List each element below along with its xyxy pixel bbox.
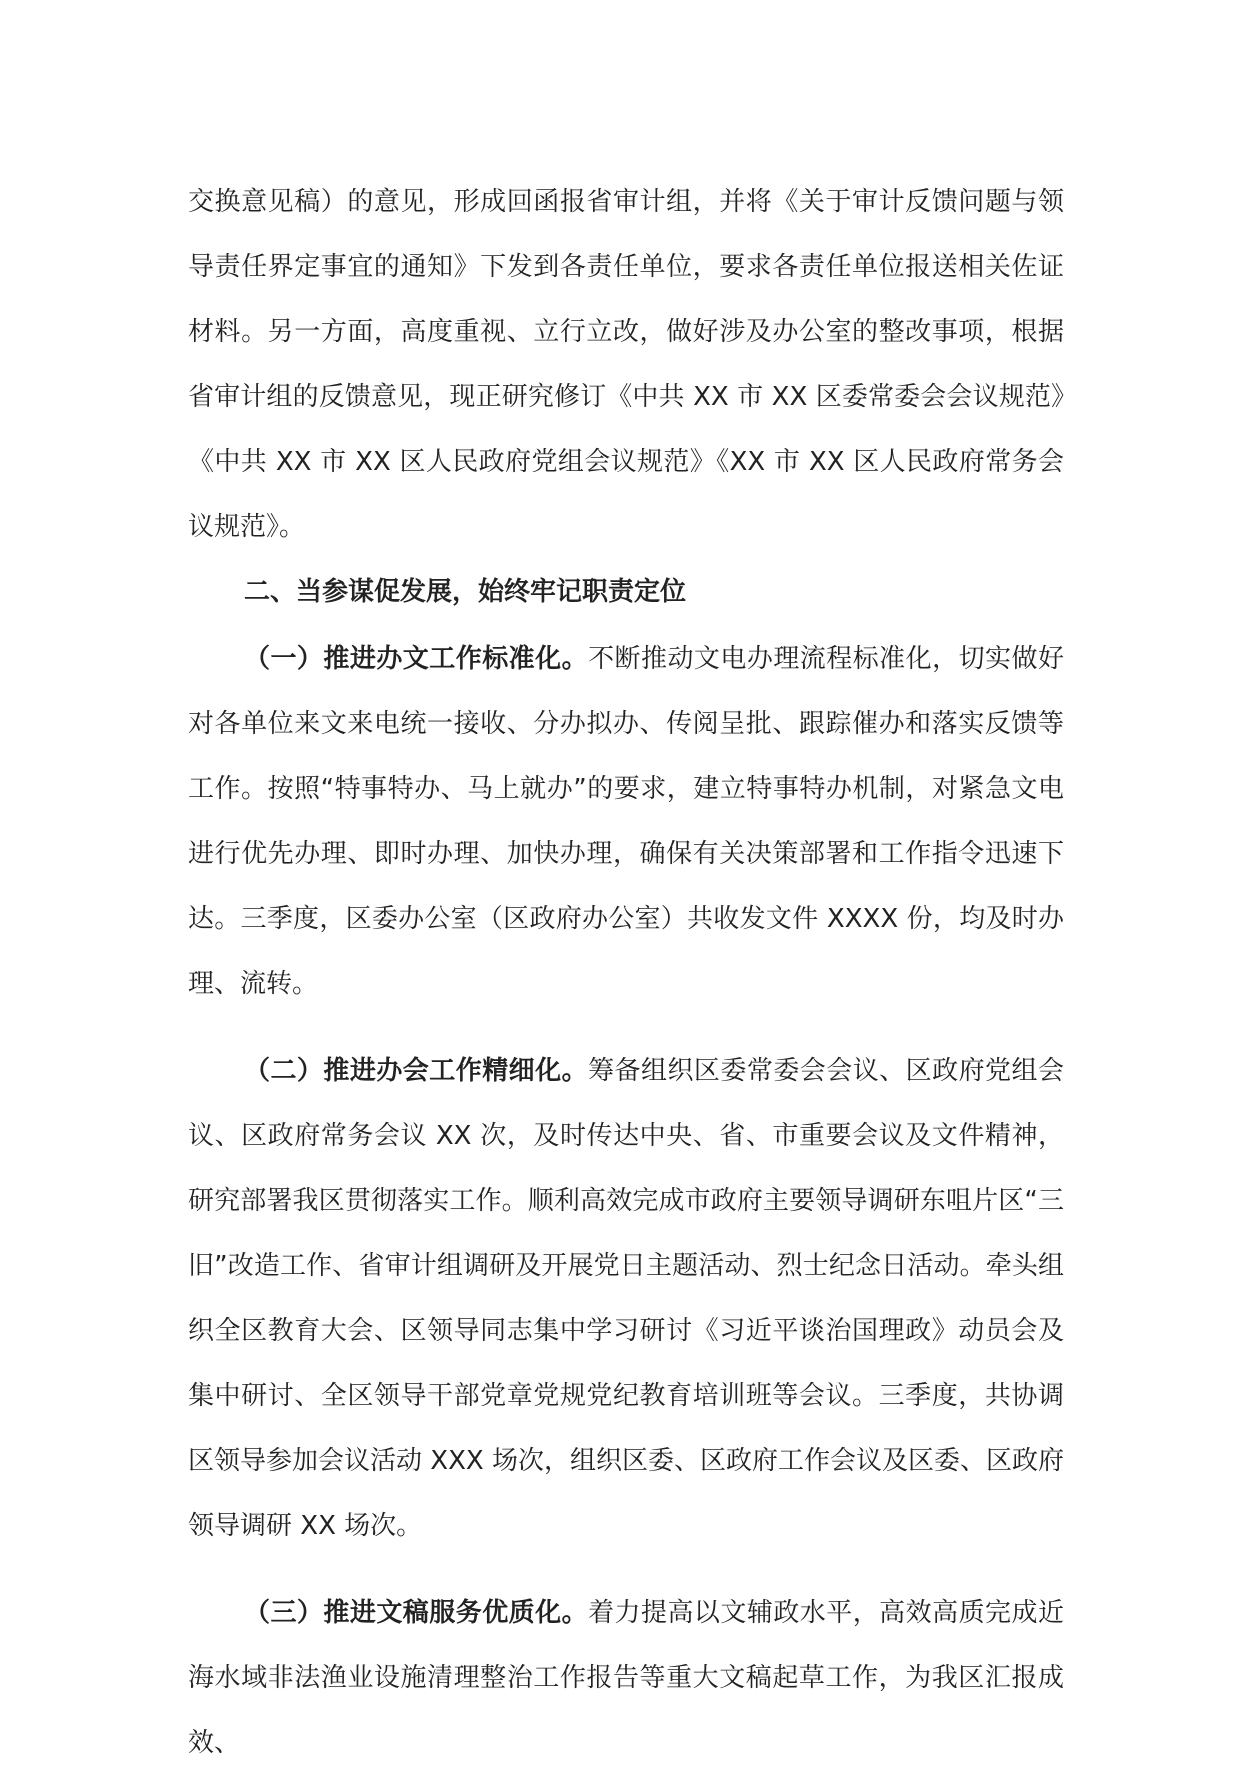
item-text-1: 不断推动文电办理流程标准化，切实做好对各单位来文来电统一接收、分办拟办、传阅呈批、跟踪催办和落实反馈等工作。按照“特事特办、马上就办”的要求，建立特事特办机制，对紧急文电进行优先办理、即时办理、加快办理，确保有关决策部署和工作指令迅速下达。三季度，区委办公室（区政府办公室）共收发文件 XXXX 份，均及时办理、流转。 bbox=[188, 644, 1064, 999]
item-text-2: 筹备组织区委常委会会议、区政府党组会议、区政府常务会议 XX 次，及时传达中央、省、市重要会议及文件精神，研究部署我区贯彻落实工作。顺利高效完成市政府主要领导调研东咀片区“三旧”改造工作、省审计组调研及开展党日主题活动、烈士纪念日活动。牵头组织全区教育大会、区领导同志集中学习研讨《习近平谈治国理政》动员会及集中研讨、全区领导干部党章党规党纪教育培训班等会议。三季度，共协调区领导参加会议活动 XXX 场次，组织区委、区政府工作会议及区委、区政府领导调研 XX 场次。 bbox=[188, 1056, 1064, 1541]
item-paragraph-3 bbox=[188, 1581, 1064, 1776]
item-lead-3: （三）推进文稿服务优质化。 bbox=[244, 1598, 589, 1628]
item-paragraph-1 bbox=[188, 627, 1064, 1017]
continuation-paragraph: 交换意见稿）的意见，形成回函报省审计组，并将《关于审计反馈问题与领导责任界定事宜的通知》下发到各责任单位，要求各责任单位报送相关佐证材料。另一方面，高度重视、立行立改，做好涉及办公室的整改事项，根据省审计组的反馈意见，现正研究修订《中共 XX 市 XX 区委常委会会议规范》《中共 XX 市 XX 区人民政府党组会议规范》《XX 市 XX 区人民政府常务会议规范》。 bbox=[188, 187, 1064, 542]
section-heading: 二、当参谋促发展，始终牢记职责定位 bbox=[244, 577, 687, 607]
document-body bbox=[188, 170, 1064, 1776]
item-lead-1: （一）推进办文工作标准化。 bbox=[244, 644, 589, 674]
item-text-3: 着力提高以文辅政水平，高效高质完成近海水域非法渔业设施清理整治工作报告等重大文稿起草工作，为我区汇报成效、 bbox=[188, 1598, 1064, 1758]
item-paragraph-2 bbox=[188, 1039, 1064, 1559]
item-lead-2: （二）推进办会工作精细化。 bbox=[244, 1056, 589, 1086]
